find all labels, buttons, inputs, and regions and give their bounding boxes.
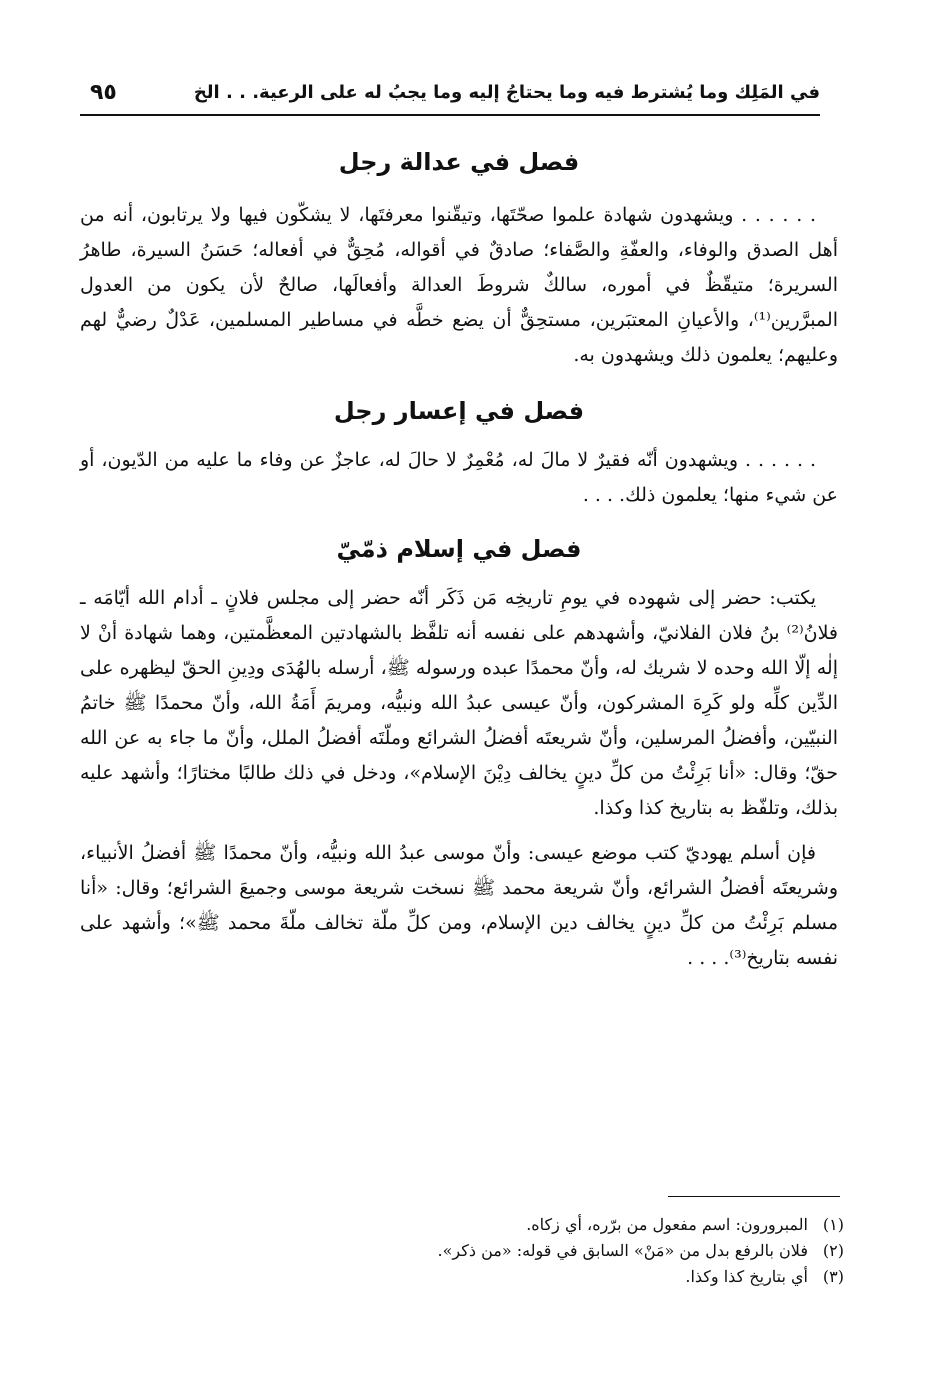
section-heading-conversion: فصل في إسلام ذمّيّ: [336, 535, 582, 563]
footnote-text: فلان بالرفع بدل من «مَنْ» السابق في قوله: «من ذكر».: [437, 1241, 808, 1260]
running-header-title: في المَلِك وما يُشترط فيه وما يحتاجُ إليه وما يجبُ له على الرعية. . . الخ: [193, 82, 820, 103]
paragraph: فإن أسلم يهوديّ كتب موضع عيسى: وأنّ موسى عبدُ الله ونبيُّه، وأنّ محمدًا ﷺ أفضلُ الأنبياء، وشريعتَه أفضلُ الشرائع، وأنّ شريعة محمد ﷺ نسخت شريعة موسى وجميعَ الشرائع؛ وقال: «أنا مسلم بَرِئْتُ من كلِّ دينٍ يخالف دين الإسلام، ومن كلِّ ملّة تخالف ملّةَ محمد ﷺ»؛ وأشهد على نفسه بتاريخ⁽³⁾. . . .: [80, 842, 838, 969]
section-heading-justice: فصل في عدالة رجل: [338, 148, 580, 176]
footnote-divider: [668, 1196, 840, 1197]
running-header: [80, 80, 820, 116]
footnote-number: (١): [822, 1215, 844, 1234]
footnote-number: (٢): [822, 1241, 844, 1260]
paragraph: يكتب: حضر إلى شهوده في يومِ تاريخِه مَن ذَكَر أنّه حضر إلى مجلس فلانٍ ـ أدام الله أيّامَه ـ فلانُ⁽²⁾ بنُ فلان الفلانيّ، وأشهدهم على نفسه أنه تلفَّظ بالشهادتين المعظَّمتين، وهما شهادة أنْ لا إلٰه إلّا الله وحده لا شريك له، وأنّ محمدًا عبده ورسوله ﷺ، أرسله بالهُدَى ودِينِ الحقّ ليظهره على الدِّين كلِّه ولو كَرِهَ المشركون، وأنّ عيسى عبدُ الله ونبيُّه، ومريمَ أَمَةُ الله، وأنّ محمدًا ﷺ خاتمُ النبيّين، وأفضلُ المرسلين، وأنّ شريعتَه أفضلُ الشرائع وملّتَه أفضلُ الملل، وأنّ ما جاء به عن الله حقّ؛ وقال: «أنا بَرِئْتُ من كلِّ دينٍ يخالف دِيْنَ الإسلام»، ودخل في ذلك طالبًا مختارًا؛ وأشهد عليه بذلك، وتلفّظ به بتاريخ كذا وكذا.: [80, 587, 838, 819]
footnote-text: المبرورون: اسم مفعول من برّره، أي زكاه.: [526, 1215, 808, 1234]
main-text: [80, 140, 838, 976]
footnotes: [300, 1212, 844, 1290]
paragraph: . . . . . . ويشهدون شهادة علموا صحّتَها، وتيقّنوا معرفتَها، لا يشكّون فيها ولا يرتابون، أنه من أهل الصدق والوفاء، والعفّةِ والصَّفاء؛ صادقٌ في أقواله، مُحِقٌّ في أفعاله؛ حَسَنُ السيرة، طاهرُ السريرة؛ متيقّظٌ في أموره، سالكٌ شروطَ العدالة وأفعالَها، صالحٌ لأن يكون من العدول المبرَّرين⁽¹⁾، والأعيانِ المعتبَرين، مستحِقٌّ أن يضع خطَّه في مساطير المسلمين، عَدْلٌ رضيٌّ لهم وعليهم؛ يعلمون ذلك ويشهدون به.: [80, 204, 838, 366]
footnote-item: [300, 1238, 844, 1264]
section-heading-insolvency: فصل في إعسار رجل: [333, 397, 585, 425]
page-number: ٩٥: [90, 80, 117, 105]
footnote-text: أي بتاريخ كذا وكذا.: [685, 1267, 808, 1286]
footnote-item: [300, 1264, 844, 1290]
footnote-number: (٣): [822, 1267, 844, 1286]
footnote-item: [300, 1212, 844, 1238]
paragraph: . . . . . . ويشهدون أنّه فقيرٌ لا مالَ له، مُعْمِرٌ لا حالَ له، عاجزٌ عن وفاء ما عليه من الدّيون، أو عن شيء منها؛ يعلمون ذلك. . . .: [80, 449, 838, 506]
